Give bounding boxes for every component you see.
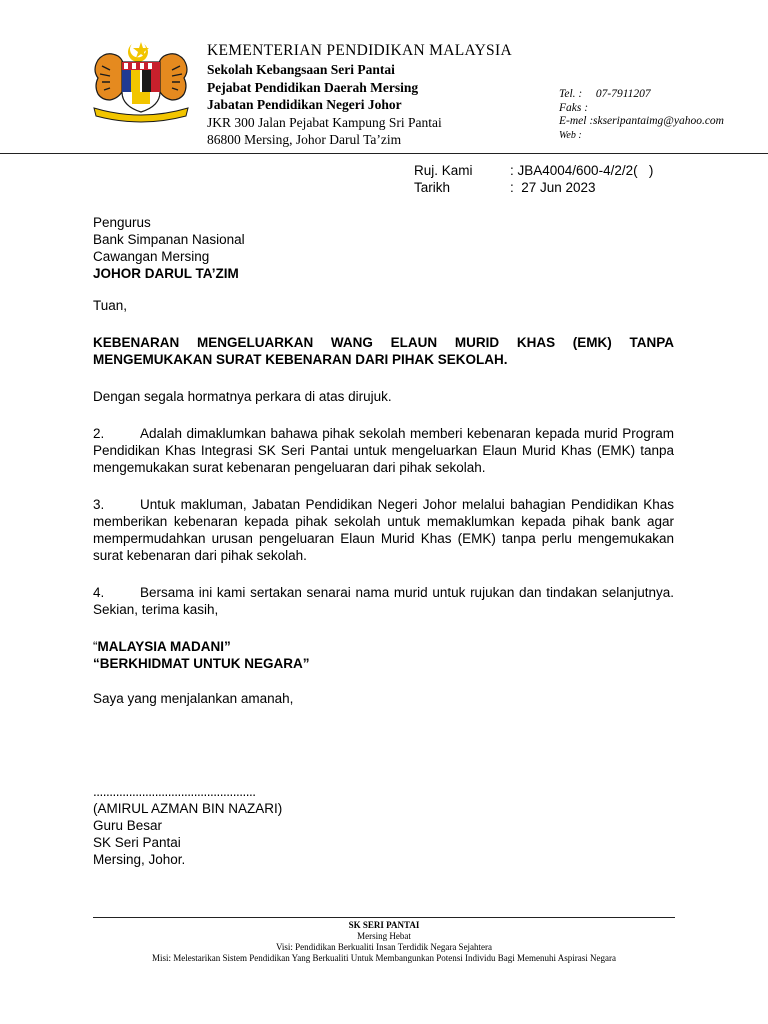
reference-number-row: Ruj. Kami : JBA4004/600-4/2/2( ) bbox=[414, 163, 654, 178]
paragraph-2: 2. Adalah dimaklumkan bahawa pihak sekolah memberi kebenaran kepada murid Program Pendidikan Khas Integrasi SK Seri Pantai untuk mengeluarkan Elaun Murid Khas (EMK) tanpa mengemukakan surat kebenaran pengeluaran dari pihak sekolah. bbox=[93, 426, 674, 475]
district-office: Pejabat Pendidikan Daerah Mersing bbox=[207, 79, 419, 95]
signature-block bbox=[93, 783, 674, 868]
footer-divider bbox=[93, 917, 675, 918]
signature-dots: .................................................. bbox=[93, 784, 256, 799]
footer-mission: Misi: Melestarikan Sistem Pendidikan Yang Berkualiti Untuk Membangunkan Potensi Individu Bagi Memenuhi Aspirasi Negara bbox=[152, 953, 616, 963]
footer-tagline: Mersing Hebat bbox=[357, 931, 411, 941]
closing-line: Saya yang menjalankan amanah, bbox=[93, 691, 294, 706]
state-department: Jabatan Pendidikan Negeri Johor bbox=[207, 97, 402, 112]
malaysia-coat-of-arms-icon bbox=[86, 40, 196, 124]
contact-web: Web : bbox=[559, 129, 582, 141]
salutation: Tuan, bbox=[93, 298, 128, 313]
address-line-2: 86800 Mersing, Johor Darul Ta’zim bbox=[207, 132, 402, 147]
slogan-2: “BERKHIDMAT UNTUK NEGARA” bbox=[93, 656, 310, 671]
signatory-name: (AMIRUL AZMAN BIN NAZARI) bbox=[93, 801, 283, 816]
reference-date-row: Tarikh : 27 Jun 2023 bbox=[414, 180, 596, 195]
contact-fax: Faks : bbox=[559, 101, 589, 114]
contact-block bbox=[559, 88, 724, 142]
recipient-address: Pengurus Bank Simpanan Nasional Cawangan Mersing JOHOR DARUL TA’ZIM bbox=[93, 215, 245, 281]
footer bbox=[40, 920, 728, 964]
school-name: Sekolah Kebangsaan Seri Pantai bbox=[207, 62, 395, 77]
reference-block bbox=[414, 162, 653, 196]
subject-line: KEBENARAN MENGELUARKAN WANG ELAUN MURID KHAS (EMK) TANPA MENGEMUKAKAN SURAT KEBENARAN DARI PIHAK SEKOLAH. bbox=[93, 335, 674, 367]
school-letterhead bbox=[207, 61, 442, 149]
header-divider bbox=[0, 153, 768, 154]
footer-school: SK SERI PANTAI bbox=[348, 920, 420, 930]
signatory-school: SK Seri Pantai bbox=[93, 835, 181, 850]
paragraph-3: 3. Untuk makluman, Jabatan Pendidikan Negeri Johor melalui bahagian Pendidikan Khas memberikan kebenaran kepada pihak sekolah untuk memaklumkan kepada pihak bank agar mempermudahkan urusan pengeluaran Elaun Murid Khas (EMK) tanpa perlu mengemukakan surat kebenaran dari pihak sekolah. bbox=[93, 497, 674, 563]
slogan-1: “MALAYSIA MADANI” bbox=[93, 639, 231, 654]
signatory-title: Guru Besar bbox=[93, 818, 163, 833]
contact-email: E-mel :skseripantaimg@yahoo.com bbox=[559, 115, 724, 127]
signatory-location: Mersing, Johor. bbox=[93, 852, 186, 867]
contact-tel: Tel. : 07-7911207 bbox=[559, 88, 651, 100]
address-line-1: JKR 300 Jalan Pejabat Kampung Sri Pantai bbox=[207, 114, 442, 130]
paragraph-1: Dengan segala hormatnya perkara di atas dirujuk. bbox=[93, 389, 392, 404]
footer-vision: Visi: Pendidikan Berkualiti Insan Terdidik Negara Sejahtera bbox=[275, 942, 493, 952]
ministry-name: KEMENTERIAN PENDIDIKAN MALAYSIA bbox=[207, 42, 512, 59]
letter-body bbox=[93, 214, 674, 868]
paragraph-4: 4. Bersama ini kami sertakan senarai nama murid untuk rujukan dan tindakan selanjutnya. Sekian, terima kasih, bbox=[93, 585, 674, 617]
